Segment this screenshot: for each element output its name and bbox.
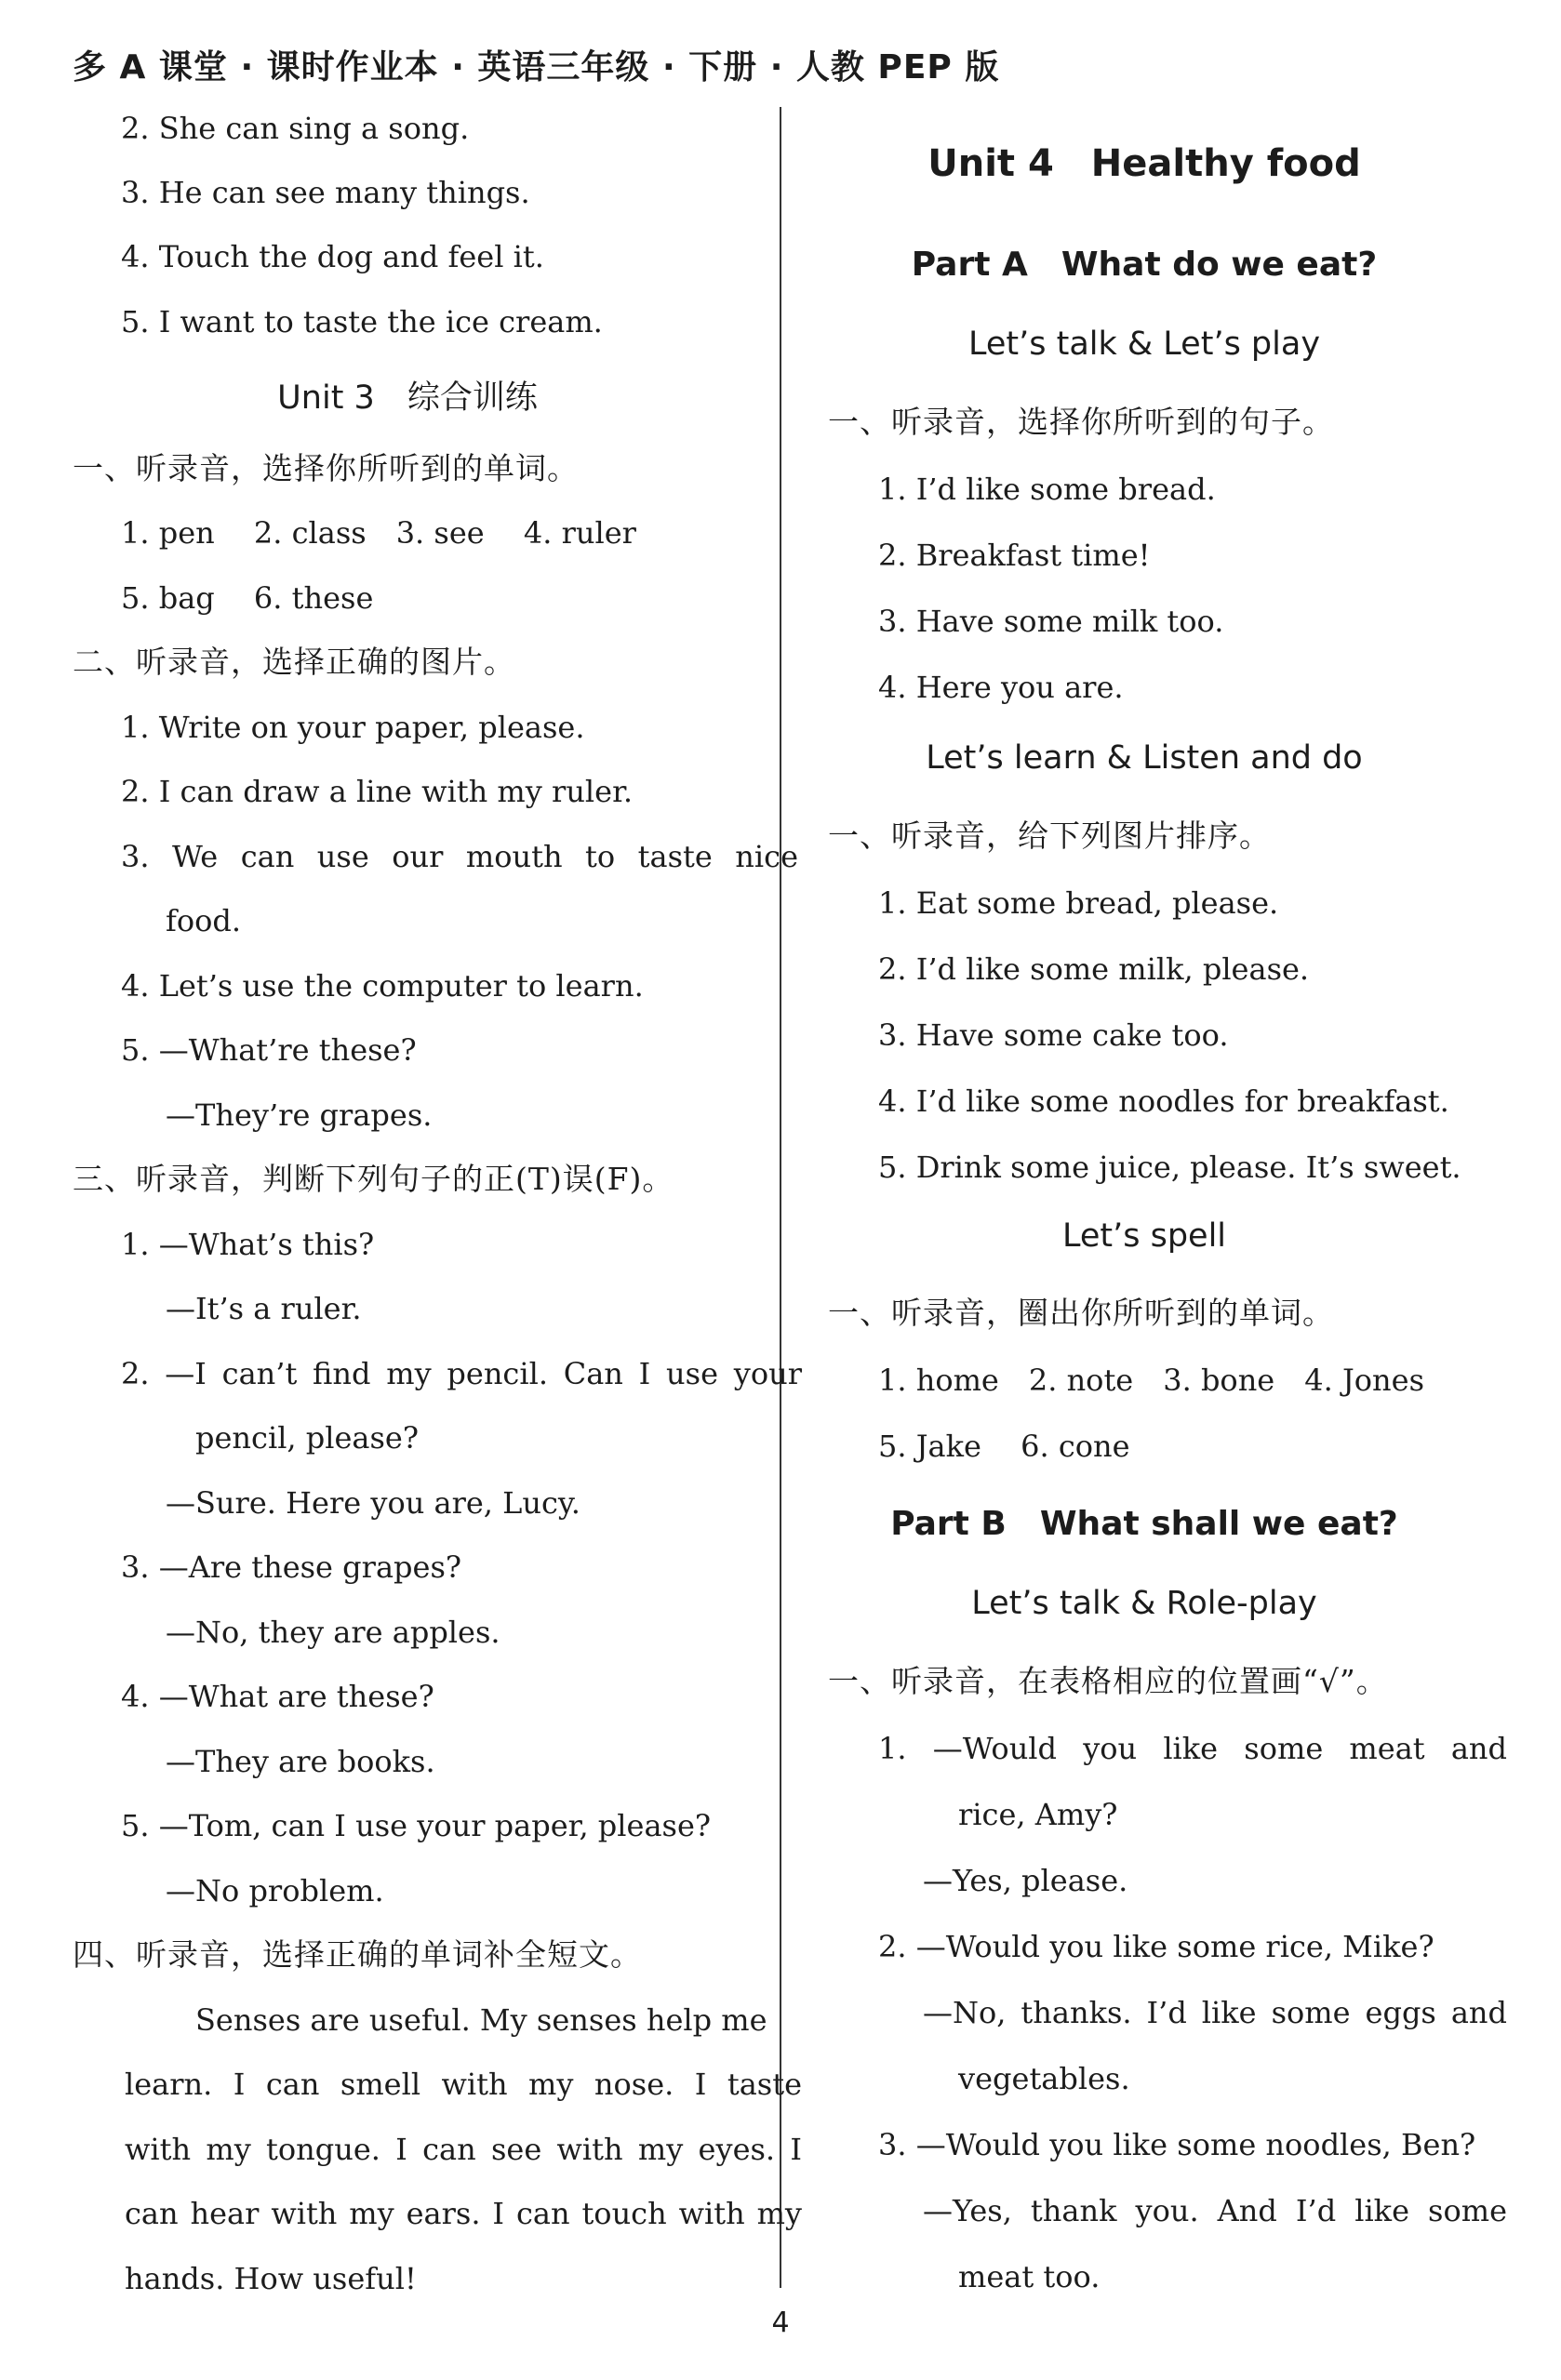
column-divider	[780, 107, 781, 2288]
section-heading: Let’s learn & Listen and do	[926, 739, 1363, 777]
text-line: 5. bag 6. these	[121, 580, 374, 616]
text-line: 3. We can use our mouth to taste nice	[121, 839, 798, 874]
passage-line: Senses are useful. My senses help me	[195, 2002, 767, 2038]
question-title: 三、听录音，判断下列句子的正(T)误(F)。	[73, 1161, 674, 1197]
text-line: 5. Jake 6. cone	[878, 1429, 1130, 1464]
question-title: 二、听录音，选择正确的图片。	[73, 644, 515, 680]
text-line: —Sure. Here you are, Lucy.	[166, 1485, 580, 1521]
text-line: 3. —Would you like some noodles, Ben?	[878, 2127, 1476, 2162]
text-line: 1. Eat some bread, please.	[878, 885, 1279, 921]
text-line: 1. —What’s this?	[121, 1227, 375, 1262]
text-line: 3. Have some cake too.	[878, 1017, 1229, 1053]
text-line: 5. I want to taste the ice cream.	[121, 304, 603, 339]
question-title: 一、听录音，给下列图片排序。	[828, 818, 1271, 854]
question-title: 一、听录音，在表格相应的位置画“√”。	[828, 1663, 1388, 1699]
text-line: 2. I’d like some milk, please.	[878, 951, 1310, 987]
question-title: 一、听录音，选择你所听到的句子。	[828, 404, 1334, 440]
part-b-title: Part B What shall we eat?	[890, 1505, 1398, 1543]
text-line: —Yes, please.	[923, 1863, 1128, 1898]
text-line: food.	[166, 903, 242, 938]
text-line: 4. Here you are.	[878, 670, 1124, 705]
text-line: 1. Write on your paper, please.	[121, 710, 585, 745]
review-heading: Unit 3 综合训练	[277, 379, 538, 417]
passage-line: hands. How useful!	[125, 2261, 417, 2296]
text-line: —Yes, thank you. And I’d like some	[923, 2193, 1507, 2228]
unit-title: Unit 4 Healthy food	[927, 142, 1361, 185]
part-a-title: Part A What do we eat?	[911, 246, 1378, 284]
text-line: 3. He can see many things.	[121, 175, 530, 210]
section-heading: Let’s spell	[1061, 1217, 1227, 1255]
passage-line: with my tongue. I can see with my eyes. I	[125, 2132, 802, 2167]
text-line: 2. —I can’t find my pencil. Can I use your	[121, 1356, 802, 1391]
text-line: 4. —What are these?	[121, 1679, 434, 1714]
text-line: —No, thanks. I’d like some eggs and	[923, 1995, 1507, 2030]
passage-line: learn. I can smell with my nose. I taste	[125, 2067, 802, 2102]
text-line: 4. Touch the dog and feel it.	[121, 239, 544, 274]
text-line: 2. —Would you like some rice, Mike?	[878, 1929, 1434, 1964]
question-title: 一、听录音，圈出你所听到的单词。	[828, 1295, 1334, 1331]
text-line: rice, Amy?	[958, 1797, 1118, 1832]
text-line: 1. pen 2. class 3. see 4. ruler	[121, 515, 636, 551]
text-line: 5. —What’re these?	[121, 1032, 417, 1068]
text-line: 4. Let’s use the computer to learn.	[121, 968, 644, 1004]
text-line: 2. I can draw a line with my ruler.	[121, 774, 634, 809]
passage-line: can hear with my ears. I can touch with my	[125, 2196, 802, 2231]
text-line: 2. Breakfast time!	[878, 538, 1151, 573]
running-header: 多 A 课堂 · 课时作业本 · 英语三年级 · 下册 · 人教 PEP 版	[73, 48, 1000, 86]
text-line: 1. home 2. note 3. bone 4. Jones	[878, 1363, 1425, 1398]
text-line: 1. I’d like some bread.	[878, 472, 1216, 507]
text-line: 1. —Would you like some meat and	[878, 1731, 1507, 1766]
question-title: 一、听录音，选择你所听到的单词。	[73, 450, 579, 486]
text-line: 2. She can sing a song.	[121, 111, 470, 146]
text-line: 3. Have some milk too.	[878, 604, 1224, 639]
page-number: 4	[771, 2307, 790, 2339]
question-title: 四、听录音，选择正确的单词补全短文。	[73, 1936, 642, 1973]
text-line: 5. Drink some juice, please. It’s sweet.	[878, 1150, 1461, 1185]
text-line: vegetables.	[958, 2061, 1130, 2096]
text-line: 3. —Are these grapes?	[121, 1549, 462, 1585]
text-line: pencil, please?	[195, 1420, 420, 1456]
text-line: —It’s a ruler.	[166, 1291, 362, 1326]
section-heading: Let’s talk & Role-play	[971, 1585, 1317, 1622]
text-line: 5. —Tom, can I use your paper, please?	[121, 1808, 712, 1843]
text-line: —No problem.	[166, 1873, 384, 1908]
text-line: —They are books.	[166, 1744, 435, 1779]
text-line: meat too.	[958, 2259, 1101, 2294]
text-line: —No, they are apples.	[166, 1615, 500, 1650]
section-heading: Let’s talk & Let’s play	[967, 326, 1321, 363]
text-line: —They’re grapes.	[166, 1097, 433, 1133]
text-line: 4. I’d like some noodles for breakfast.	[878, 1084, 1449, 1119]
